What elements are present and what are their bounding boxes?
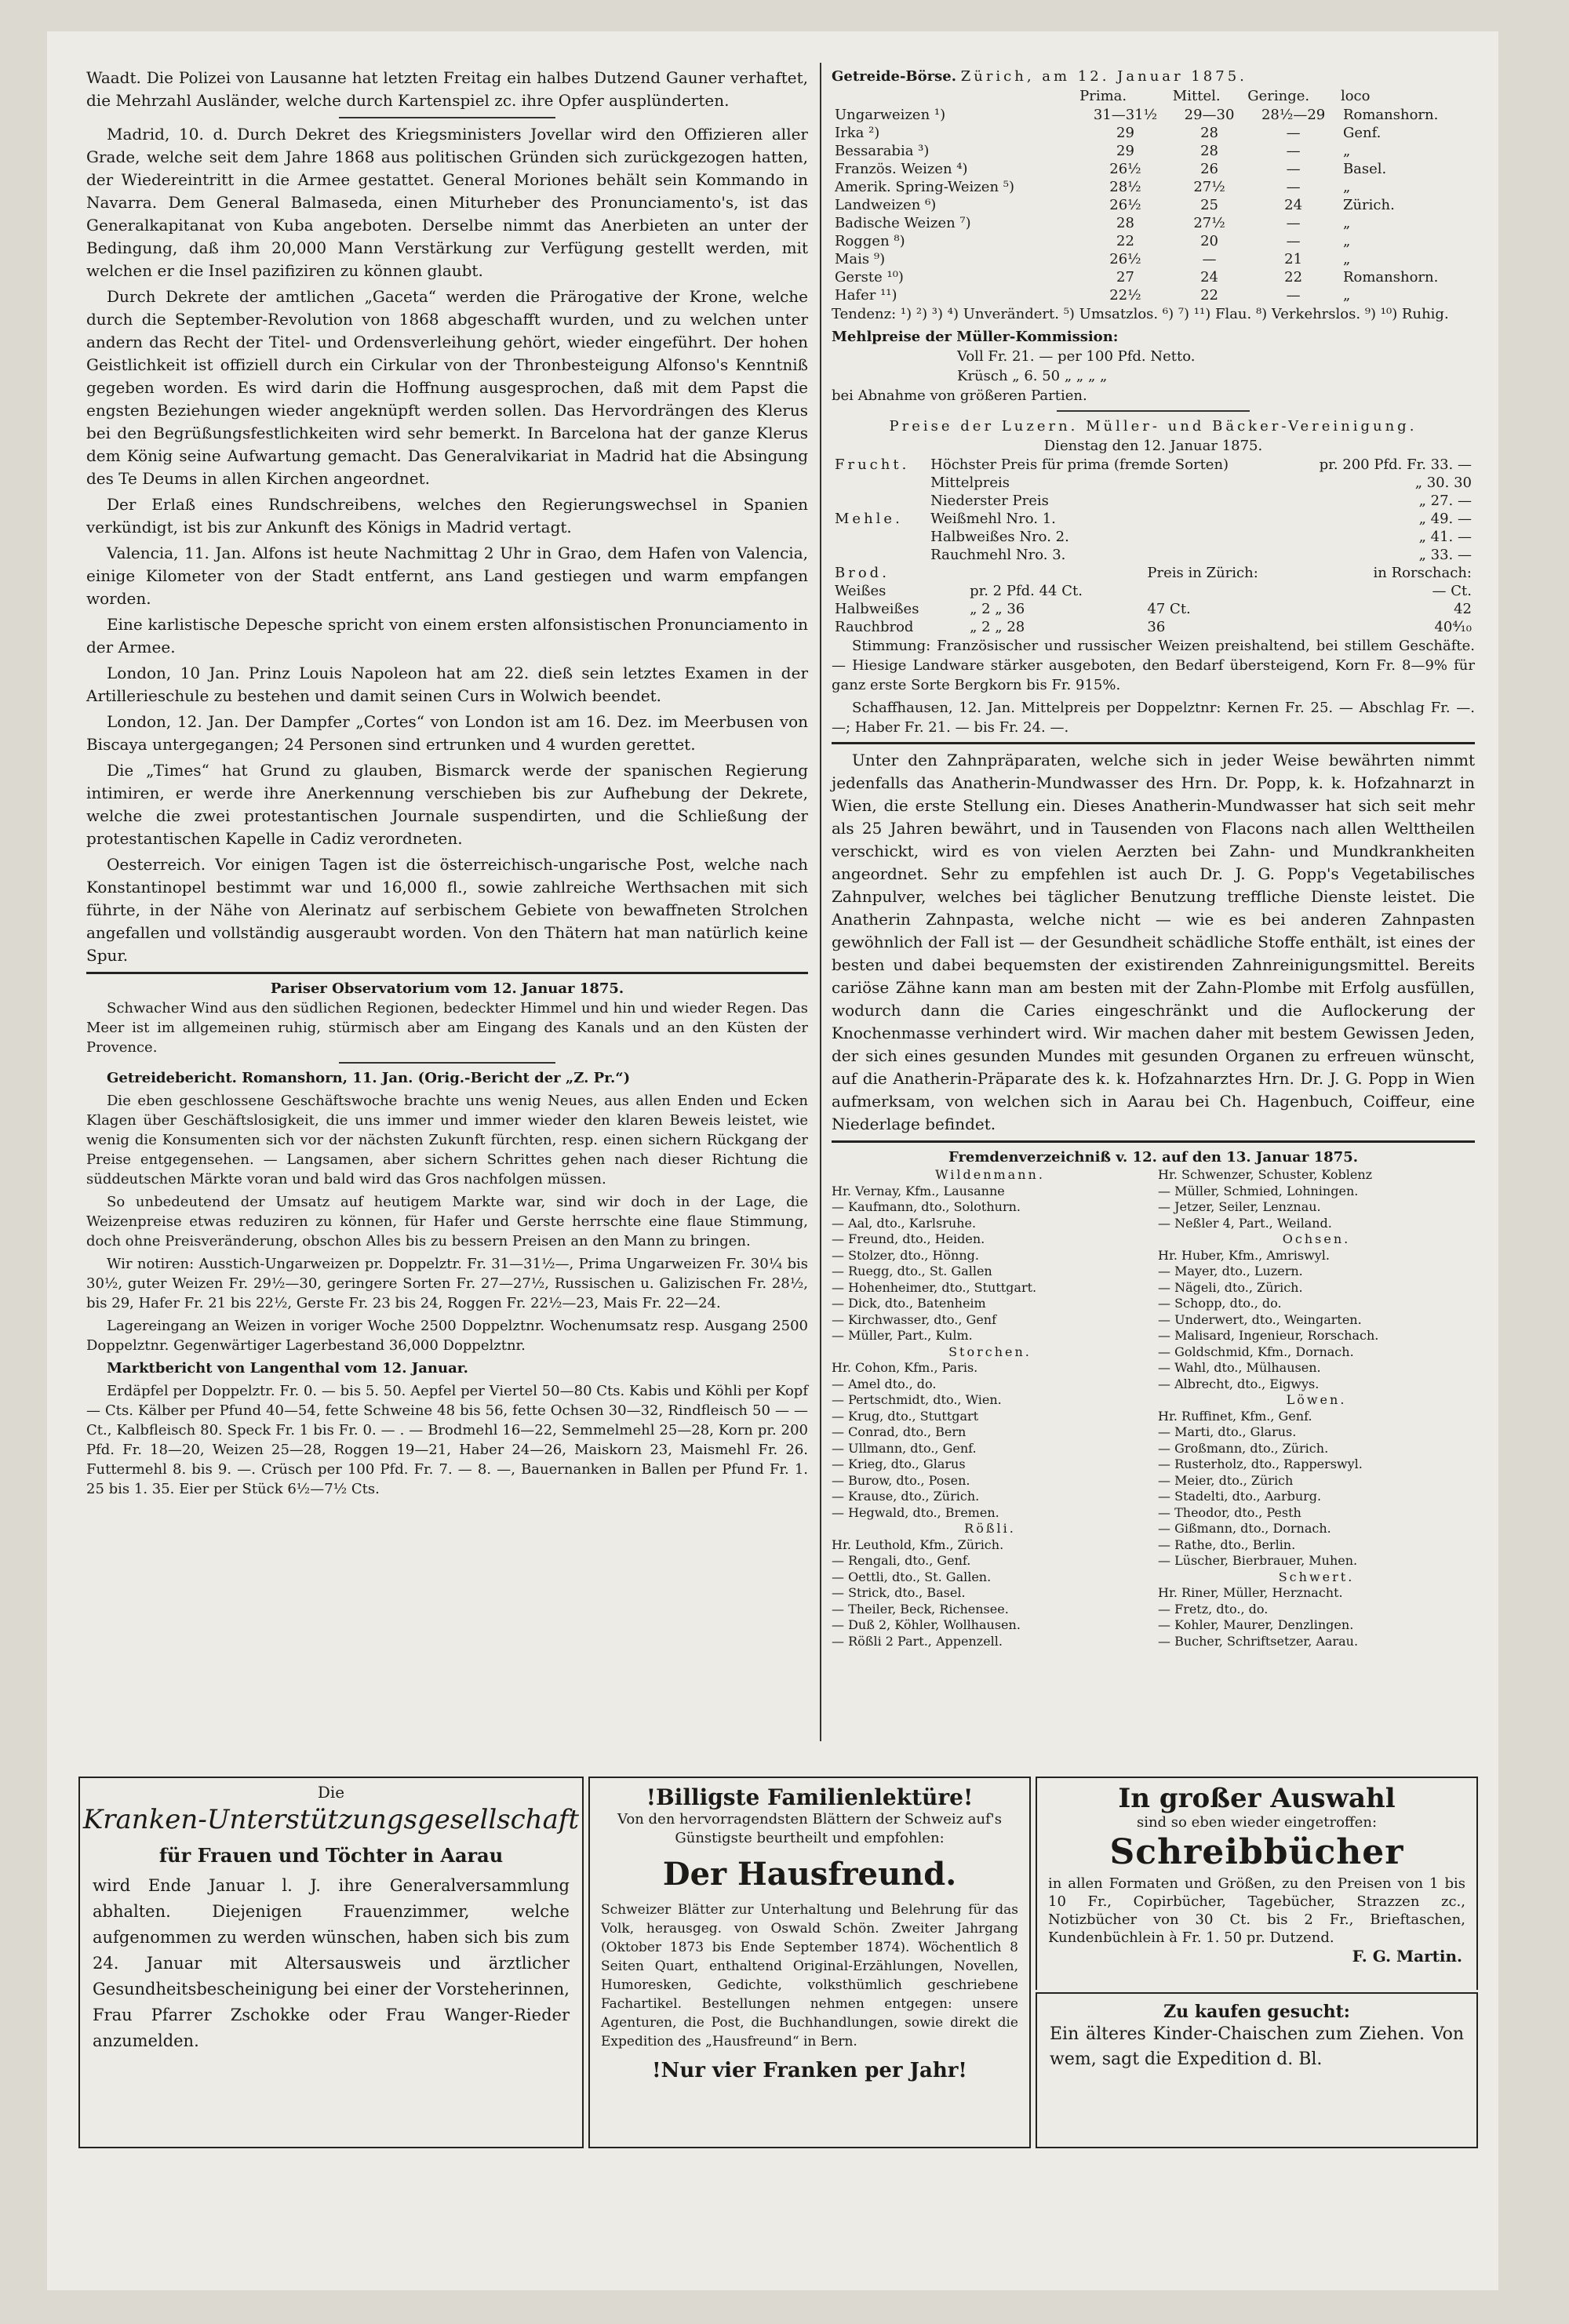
table-row [832, 268, 1475, 286]
table-cell: 26½ [1109, 197, 1141, 213]
list-item: — Fretz, dto., do. [1158, 1601, 1269, 1617]
table-cell: 29—30 [1184, 107, 1235, 123]
table-header [832, 86, 1079, 106]
table-header: Geringe. [1247, 88, 1310, 104]
table-cell: 28 [1116, 215, 1134, 231]
schaffhausen-text: Schaffhausen, 12. Jan. Mittelpreis per Doppelztnr: Kernen Fr. 25. — Abschlag Fr. —. —; Haber Fr. 21. — bis Fr. 24. —. [832, 700, 1475, 736]
ad-schreib-head: In großer Auswahl [1118, 1783, 1396, 1814]
table-cell: 28½—29 [1261, 107, 1326, 123]
list-item: — Lüscher, Bierbrauer, Muhen. [1158, 1553, 1358, 1568]
table-cell: „ [1342, 233, 1351, 249]
table-row [832, 528, 1475, 546]
table-cell: 22½ [1109, 287, 1141, 304]
table-cell: „ 2 „ 36 [970, 601, 1025, 617]
list-item: Hr. Cohon, Kfm., Paris. [832, 1360, 978, 1375]
right-column [832, 67, 1475, 1649]
list-item: — Meier, dto., Zürich [1158, 1472, 1294, 1488]
table-row [832, 214, 1475, 232]
getreidebericht-text-4: Lagereingang an Weizen in voriger Woche 2500 Doppelztnr. Wochenumsatz resp. Ausgang 2500 Doppelztnr. Gegenwärtiger Lagerbestand 36,000 Doppelztnr. [86, 1318, 808, 1354]
mehl-line-3: bei Abnahme von größeren Partien. [832, 387, 1087, 404]
madrid-article: Madrid, 10. d. Durch Dekret des Kriegsministers Jovellar wird den Offizieren aller Grade, welche seit dem Jahre 1868 aus politischen Gründen sich zurückgezogen hatten, der Wiedereintritt in die Armee gestattet. General Moriones behält sein Kommando in Navarra. Dem General Balmaseda, einen Miturheber des Pronunciamento's, ist das Generalkapitanat von Kuba angeboten. Derselbe nimmt das Anerbieten an unter der Bedingung, daß ihm 20,000 Mann Verstärkung zur Verfügung gestellt werden, mit welchen er die Insel pazifiziren zu können glaubt. [86, 125, 808, 280]
table-cell: Höchster Preis für prima (fremde Sorten) [930, 456, 1229, 473]
table-cell: 26½ [1109, 161, 1141, 177]
table-cell [832, 546, 927, 564]
list-item: — Burow, dto., Posen. [832, 1472, 970, 1488]
table-cell: 28½ [1109, 179, 1141, 195]
list-item: Löwen. [1286, 1392, 1347, 1407]
ad-hausfreund-price: !Nur vier Franken per Jahr! [652, 2059, 967, 2082]
table-header-row [832, 86, 1475, 106]
getreidebericht-text-3: Wir notiren: Ausstich-Ungarweizen pr. Doppelztr. Fr. 31—31½—, Prima Ungarweizen Fr. 30¼ bis 30½, guter Weizen Fr. 29½—30, geringere Sorten Fr. 27—27½, Russischen u. Galizischen Fr. 28½, bis 29, Hafer Fr. 21 bis 22½, Gerste Fr. 23 bis 24, Roggen Fr. 22½—23, Mais Fr. 22—24. [86, 1256, 808, 1311]
table-cell: — [1286, 125, 1301, 141]
column-divider [820, 63, 821, 1741]
list-item: Hr. Schwenzer, Schuster, Koblenz [1158, 1167, 1373, 1182]
table-cell: 22 [1284, 269, 1303, 285]
table-cell: 25 [1200, 197, 1218, 213]
table-row [832, 600, 1475, 618]
fremden-right-list [1158, 1167, 1475, 1649]
table-row [832, 250, 1475, 268]
table-cell: Brod. [835, 565, 890, 581]
list-item: — Kohler, Maurer, Denzlingen. [1158, 1617, 1354, 1632]
table-cell: „ 30. 30 [1414, 475, 1472, 491]
table-header: Mittel. [1172, 88, 1221, 104]
table-cell: 26 [1200, 161, 1218, 177]
table-row [832, 564, 1475, 582]
table-row [832, 286, 1475, 304]
list-item: Schwert. [1278, 1569, 1355, 1584]
table-cell: „ [1342, 215, 1351, 231]
table-cell: Niederster Preis [930, 493, 1049, 509]
table-row [832, 142, 1475, 160]
list-item: Hr. Ruffinet, Kfm., Genf. [1158, 1408, 1312, 1424]
table-cell: — [1202, 251, 1217, 267]
table-row [832, 492, 1475, 510]
list-item: — Theiler, Beck, Richensee. [832, 1601, 1009, 1617]
ad-kranken-sub: für Frauen und Töchter in Aarau [158, 1844, 504, 1867]
list-item: — Dick, dto., Batenheim [832, 1296, 986, 1311]
divider [339, 1062, 555, 1064]
karlist-article: Eine karlistische Depesche spricht von einem ersten alfonsistischen Pronunciamento in der Armee. [86, 615, 808, 656]
ad-hausfreund-text: Schweizer Blätter zur Unterhaltung und Belehrung für das Volk, herausgeg. von Oswald Schön. Zweiter Jahrgang (Oktober 1873 bis Ende September 1874). Wöchentlich 8 Seiten Quart, enthaltend Original-Erzählungen, Novellen, Humoresken, Gedichte, volksthümlich geschriebene Fachartikel. Bestellungen nehmen entgegen: unsere Agenturen, die Post, die Buchhandlungen, sowie direkt die Expedition des „Hausfreund“ in Bern. [601, 1902, 1018, 2049]
ad-schreib-text: in allen Formaten und Größen, zu den Preisen von 1 bis 10 Fr., Copirbücher, Tagebücher, Strazzen zc., Notizbücher von 30 Ct. bis 2 Fr., Brieftaschen, Kundenbüchlein à Fr. 1. 50 pr. Dutzend. [1048, 1875, 1465, 1946]
list-item: — Marti, dto., Glarus. [1158, 1424, 1297, 1439]
list-item: — Hegwald, dto., Bremen. [832, 1504, 999, 1520]
table-cell: — [1286, 233, 1301, 249]
table-cell: Gerste ¹⁰) [835, 269, 904, 285]
getreidebericht-title: Getreidebericht. Romanshorn, 11. Jan. (Orig.-Bericht der „Z. Pr.“) [107, 1070, 631, 1086]
list-item: — Oettli, dto., St. Gallen. [832, 1569, 992, 1584]
table-cell: Basel. [1342, 161, 1387, 177]
list-item: — Ullmann, dto., Genf. [832, 1440, 977, 1456]
brod-table [832, 564, 1475, 636]
table-row [832, 124, 1475, 142]
table-row [832, 456, 1475, 474]
divider [1057, 410, 1250, 412]
table-cell: 24 [1200, 269, 1218, 285]
table-cell: — Ct. [1432, 583, 1472, 599]
table-cell: „ [1342, 287, 1351, 304]
table-row [832, 232, 1475, 250]
table-header: loco [1340, 88, 1371, 104]
table-cell: „ [1342, 251, 1351, 267]
table-cell: — [1286, 143, 1301, 159]
table-cell: Genf. [1342, 125, 1382, 141]
ad-hausfreund-name: Der Hausfreund. [662, 1856, 957, 1893]
luzern-date: Dienstag den 12. Januar 1875. [1043, 438, 1263, 454]
list-item: — Krieg, dto., Glarus [832, 1457, 966, 1471]
ad-schreib-title: Schreibbücher [1109, 1832, 1404, 1872]
table-row [832, 196, 1475, 214]
table-row [832, 546, 1475, 564]
list-item: — Mayer, dto., Luzern. [1158, 1264, 1303, 1278]
marktbericht-title: Marktbericht von Langenthal vom 12. Januar. [107, 1360, 468, 1377]
table-cell: Irka ²) [835, 125, 880, 141]
divider [339, 117, 555, 118]
getreidebericht-text-1: Die eben geschlossene Geschäftswoche brachte uns wenig Neues, aus allen Enden und Ecken Klagen über Geschäftslosigkeit, die uns immer und immer wieder den klaren Beweis leistet, wie wenig die Konsumenten sich vor der nächsten Zukunft fürchten, resp. einen sichern Rückgang der Preise entgegensehen. — Langsamen, aber sichern Schrittes gehen nach dieser Richtung die süddeutschen Märkte voran und bald wird das Gros nachfolgen müssen. [86, 1093, 808, 1187]
table-cell: „ [1342, 143, 1351, 159]
list-item: — Malisard, Ingenieur, Rorschach. [1158, 1328, 1379, 1343]
table-cell: Romanshorn. [1342, 107, 1439, 123]
list-item: Rößli. [964, 1521, 1016, 1536]
table-row [832, 106, 1475, 124]
table-cell [832, 492, 927, 510]
valencia-article: Valencia, 11. Jan. Alfons ist heute Nachmittag 2 Uhr in Grao, dem Hafen von Valencia, einige Kilometer von der Stadt entfernt, ans Land gestiegen und warm empfangen worden. [86, 544, 808, 608]
table-cell: pr. 200 Pfd. Fr. 33. — [1319, 456, 1472, 473]
list-item: — Krug, dto., Stuttgart [832, 1408, 979, 1424]
list-item: — Wahl, dto., Mülhausen. [1158, 1360, 1321, 1375]
left-column [86, 67, 808, 1502]
ad-kranken [78, 1777, 584, 2148]
list-item: — Rengali, dto., Genf. [832, 1553, 971, 1568]
table-row [832, 160, 1475, 178]
table-cell: — [1286, 161, 1301, 177]
table-cell: „ 2 „ 28 [970, 619, 1025, 635]
list-item: — Gißmann, dto., Dornach. [1158, 1521, 1331, 1536]
ad-kaufen-title: Zu kaufen gesucht: [1163, 2002, 1350, 2022]
list-item: — Müller, Part., Kulm. [832, 1328, 973, 1343]
list-item: — Aal, dto., Karlsruhe. [832, 1215, 977, 1231]
boerse-table [832, 86, 1475, 304]
list-item: — Kirchwasser, dto., Genf [832, 1311, 997, 1327]
table-cell: „ 33. — [1418, 547, 1472, 563]
list-item: — Bucher, Schriftsetzer, Aarau. [1158, 1633, 1359, 1649]
table-cell [967, 564, 1144, 582]
ad-schreibbuecher [1036, 1777, 1478, 1990]
table-cell: pr. 2 Pfd. 44 Ct. [970, 583, 1083, 599]
list-item: Hr. Vernay, Kfm., Lausanne [832, 1183, 1005, 1198]
boerse-title: Getreide-Börse. [832, 68, 956, 85]
table-cell: 29 [1116, 143, 1134, 159]
list-item: — Stadelti, dto., Aarburg. [1158, 1489, 1322, 1504]
table-cell: Landweizen ⁶) [835, 197, 937, 213]
divider [832, 1140, 1475, 1143]
list-item: — Schopp, dto., do. [1158, 1296, 1282, 1311]
list-item: — Amel dto., do. [832, 1376, 937, 1391]
table-cell: — [1286, 179, 1301, 195]
london-article-2: London, 12. Jan. Der Dampfer „Cortes“ von London ist am 16. Dez. im Meerbusen von Biscaya untergegangen; 24 Personen sind ertrunken und 4 wurden gerettet. [86, 712, 808, 754]
table-cell: Halbweißes Nro. 2. [930, 529, 1069, 545]
observatorium-text: Schwacher Wind aus den südlichen Regionen, bedeckter Himmel und hin und wieder Regen. Das Meer ist im allgemeinen ruhig, stürmisch aber am Eingang des Kanals und an den Küsten der Provence. [86, 1000, 808, 1056]
waadt-article: Waadt. Die Polizei von Lausanne hat letzten Freitag ein halbes Dutzend Gauner verhaftet, die Mehrzahl Ausländer, welche durch Kartenspiel zc. ihre Opfer ausplünderten. [86, 68, 808, 110]
fremden-columns [832, 1167, 1475, 1649]
ad-hausfreund [588, 1777, 1031, 2148]
table-cell: Frucht. [835, 456, 910, 473]
divider [832, 742, 1475, 744]
mehl-title: Mehlpreise der Müller-Kommission: [832, 329, 1119, 345]
list-item: — Neßler 4, Part., Weiland. [1158, 1215, 1332, 1231]
table-cell: 29 [1116, 125, 1134, 141]
table-cell [1144, 582, 1319, 600]
stimmung-text: Stimmung: Französischer und russischer Weizen preishaltend, bei stillem Geschäfte. — Hiesige Landware stärker ausgeboten, den Bedarf übersteigend, Korn Fr. 8—9% für ganz erste Sorte Bergkorn bis Fr. 915%. [832, 638, 1475, 693]
observatorium-title: Pariser Observatorium vom 12. Januar 1875. [270, 980, 624, 997]
list-item: — Pertschmidt, dto., Wien. [832, 1392, 1002, 1407]
ad-kaufen-text: Ein älteres Kinder-Chaischen zum Ziehen. Von wem, sagt die Expedition d. Bl. [1050, 2024, 1464, 2069]
list-item: — Rusterholz, dto., Rapperswyl. [1158, 1457, 1363, 1471]
table-cell: — [1286, 215, 1301, 231]
list-item: — Strick, dto., Basel. [832, 1585, 966, 1600]
mehl-line-1: Voll Fr. 21. — per 100 Pfd. Netto. [957, 348, 1196, 365]
table-cell: Mais ⁹) [835, 251, 886, 267]
table-cell [832, 474, 927, 492]
table-cell: 21 [1284, 251, 1303, 267]
list-item: — Ruegg, dto., St. Gallen [832, 1264, 992, 1278]
list-item: — Jetzer, Seiler, Lenznau. [1158, 1199, 1321, 1214]
table-cell: Roggen ⁸) [835, 233, 905, 249]
list-item: Hr. Huber, Kfm., Amriswyl. [1158, 1247, 1330, 1263]
table-cell: 28 [1200, 125, 1218, 141]
table-cell: 31—31½ [1093, 107, 1158, 123]
list-item: — Theodor, dto., Pesth [1158, 1504, 1301, 1520]
marktbericht-text: Erdäpfel per Doppelztr. Fr. 0. — bis 5. 50. Aepfel per Viertel 50—80 Cts. Kabis und Köhli per Kopf — Cts. Kälber per Pfund 40—54, fette Schweine 48 bis 56, fette Ochsen 30—32, Rindfleisch 50 — — Ct., Kalbfleisch 80. Speck Fr. 1 bis Fr. 0. — . — Brodmehl 16—22, Semmelmehl 25—28, Korn pr. 200 Pfd. Fr. 18—20, Weizen 25—28, Roggen 19—21, Haber 24—26, Maiskorn 23, Maismehl Fr. 26. Futtermehl 8. bis 9. —. Crüsch per 100 Pfd. Fr. 7. — 8. —, Bauernanken in Ballen per Pfund Fr. 1. 25 bis 1. 35. Eier per Stück 6½—7½ Cts. [86, 1383, 808, 1497]
table-row [832, 618, 1475, 636]
list-item: — Albrecht, dto., Eigwys. [1158, 1376, 1320, 1391]
table-cell: Halbweißes [835, 601, 919, 617]
table-cell: 36 [1147, 619, 1166, 635]
table-row [832, 510, 1475, 528]
ad-hausfreund-title: !Billigste Familienlektüre! [646, 1784, 974, 1810]
fremden-title: Fremdenverzeichniß v. 12. auf den 13. Januar 1875. [948, 1149, 1359, 1166]
list-item: — Rößli 2 Part., Appenzell. [832, 1633, 1003, 1649]
luzern-table [832, 456, 1475, 564]
list-item: Hr. Leuthold, Kfm., Zürich. [832, 1537, 1004, 1552]
tendenz-text: Tendenz: ¹) ²) ³) ⁴) Unverändert. ⁵) Umsatzlos. ⁶) ⁷) ¹¹) Flau. ⁸) Verkehrslos. ⁹) ¹⁰) Ruhig. [832, 306, 1449, 322]
ad-kranken-text: wird Ende Januar l. J. ihre Generalversammlung abhalten. Diejenigen Frauenzimmer, welche aufgenommen zu werden wünschen, haben sich bis zum 24. Januar mit Altersausweis und ärztlicher Gesundheitsbescheinigung bei einer der Vorsteherinnen, Frau Pfarrer Zschokke oder Frau Wanger-Rieder anzumelden. [93, 1876, 570, 2050]
table-cell: Mittelpreis [930, 475, 1010, 491]
list-item: Ochsen. [1282, 1231, 1351, 1246]
table-cell: Französ. Weizen ⁴) [835, 161, 968, 177]
list-item: — Goldschmid, Kfm., Dornach. [1158, 1344, 1354, 1359]
anatherin-advert: Unter den Zahnpräparaten, welche sich in jeder Weise bewährten nimmt jedenfalls das Anatherin-Mundwasser des Hrn. Dr. Popp, k. k. Hofzahnarzt in Wien, die erste Stellung ein. Dieses Anatherin-Mundwasser hat sich seit mehr als 25 Jahren bewährt, und in Tausenden von Flacons nach allen Welttheilen verschickt, wird es von vielen Aerzten bei Zahn- und Mundkrankheiten angeordnet. Sehr zu empfehlen ist auch Dr. J. G. Popp's Vegetabilisches Zahnpulver, welches bei täglicher Benutzung treffliche Dienste leistet. Die Anatherin Zahnpasta, welche nicht — wie es bei anderen Zahnpasten gewöhnlich der Fall ist — der Gesundheit schädliche Stoffe enthält, ist eines der besten und dabei bequemsten der existirenden Zahnreinigungsmittel. Bereits cariöse Zähne kann man am besten mit der Zahn-Plombe mit Erfolg ausfüllen, wodurch dann die Caries eingeschränkt und die Auflockerung der Knochenmasse verhindert wird. Wir machen daher mit bestem Gewissen Jeden, der sich eines gesunden Mundes mit gesunden Organen zu erfreuen wünscht, auf die Anatherin-Präparate des k. k. Hofzahnarztes Hrn. Dr. J. G. Popp in Wien aufmerksam, von welchen sich in Aarau bei Ch. Hagenbuch, Coiffeur, eine Niederlage befindet. [832, 751, 1475, 1133]
table-cell: 27½ [1193, 215, 1225, 231]
table-header: Prima. [1079, 88, 1127, 104]
times-article: Die „Times“ hat Grund zu glauben, Bismarck werde der spanischen Regierung intimiren, er werde ihre Anerkennung verschieben bis zur Aufhebung der Dekrete, welche die zwei protestantischen Journale suspendirten, und die Schließung der protestantischen Kapelle in Cadiz verordneten. [86, 761, 808, 848]
list-item: — Conrad, dto., Bern [832, 1424, 967, 1439]
table-cell: 20 [1200, 233, 1218, 249]
list-item: — Großmann, dto., Zürich. [1158, 1440, 1329, 1456]
ad-schreib-sig: F. G. Martin. [1352, 1947, 1462, 1966]
table-cell: Weißes [835, 583, 886, 599]
boerse-place: Zürich, am 12. Januar 1875. [960, 68, 1247, 85]
table-cell: „ 41. — [1418, 529, 1472, 545]
table-row [832, 582, 1475, 600]
table-cell: „ 49. — [1418, 511, 1472, 527]
table-cell: Ungarweizen ¹) [835, 107, 946, 123]
table-cell: Rauchmehl Nro. 3. [930, 547, 1066, 563]
table-cell: Hafer ¹¹) [835, 287, 897, 304]
table-cell: Bessarabia ³) [835, 143, 930, 159]
table-cell: 47 Ct. [1147, 601, 1191, 617]
list-item: — Nägeli, dto., Zürich. [1158, 1279, 1303, 1295]
newspaper-page [47, 31, 1498, 2290]
ad-kaufen [1036, 1992, 1478, 2148]
table-cell: 26½ [1109, 251, 1141, 267]
table-cell: 40⁴⁄₁₀ [1434, 619, 1472, 635]
list-item: — Freund, dto., Heiden. [832, 1231, 985, 1246]
ad-hausfreund-intro: Von den hervorragendsten Blättern der Schweiz auf's Günstigste beurtheilt und empfohlen: [617, 1811, 1002, 1846]
list-item: — Rathe, dto., Berlin. [1158, 1537, 1296, 1552]
ad-kranken-title: Kranken-Unterstützungsgesellschaft [82, 1804, 580, 1835]
table-cell: Rauchbrod [835, 619, 914, 635]
table-cell: Romanshorn. [1342, 269, 1439, 285]
list-item: — Underwert, dto., Weingarten. [1158, 1311, 1362, 1327]
list-item: — Duß 2, Köhler, Wollhausen. [832, 1617, 1021, 1632]
table-cell: 22 [1200, 287, 1218, 304]
table-cell: 27 [1116, 269, 1134, 285]
table-cell: „ [1342, 179, 1351, 195]
list-item: Hr. Riner, Müller, Herznacht. [1158, 1585, 1343, 1600]
list-item: Storchen. [948, 1344, 1032, 1359]
getreidebericht-text-2: So unbedeutend der Umsatz auf heutigem Markte war, sind wir doch in der Lage, die Weizenpreise etwas reduziren zu können, für Hafer und Gerste herrschte eine flaue Stimmung, doch ohne Preisveränderung, obschon Alles bis zu bessern Preisen an den Mann zu bringen. [86, 1194, 808, 1249]
list-item: — Kaufmann, dto., Solothurn. [832, 1199, 1021, 1214]
london-article-1: London, 10 Jan. Prinz Louis Napoleon hat am 22. dieß sein letztes Examen in der Artillerieschule zu bestehen und damit seinen Curs in Wolwich beendet. [86, 664, 808, 705]
table-cell: 27½ [1193, 179, 1225, 195]
mehl-line-2: Krüsch „ 6. 50 „ „ „ „ [957, 368, 1108, 384]
list-item: — Krause, dto., Zürich. [832, 1489, 980, 1504]
table-cell: 28 [1200, 143, 1218, 159]
oesterreich-article: Oesterreich. Vor einigen Tagen ist die österreichisch-ungarische Post, welche nach Konstantinopel bestimmt war und 16,000 fl., sowie zahlreiche Werthsachen mit sich führte, in der Nähe von Alerinatz auf serbischem Gebiete von bewaffneten Strolchen angefallen und vollständig ausgeraubt worden. Von den Thätern hat man natürlich keine Spur. [86, 855, 808, 965]
table-cell: Mehle. [835, 511, 903, 527]
rundschreiben-article: Der Erlaß eines Rundschreibens, welches den Regierungswechsel in Spanien verkündigt, ist bis zur Ankunft des Königs in Madrid vertagt. [86, 495, 808, 536]
table-row [832, 178, 1475, 196]
gaceta-article: Durch Dekrete der amtlichen „Gaceta“ werden die Prärogative der Krone, welche durch die September-Revolution von 1868 abgeschafft wurden, und zu welchen unter andern das Recht der Titel- und Ordensverleihung gehört, wieder eingeführt. Der hohen Geistlichkeit ist offiziell durch ein Cirkular von der Thronbesteigung Alfonso's Kenntniß gegeben worden. Es wird darin die Hoffnung ausgesprochen, daß mit dem Papst die engsten Beziehungen wieder angeknüpft werden sollen. Das Hervordrängen des Klerus bei den Begrüßungsfestlichkeiten wird sehr bemerkt. In Barcelona hat der ganze Klerus dem König seine Aufwartung gemacht. Das Generalvikariat in Madrid hat die Absingung des Te Deums in allen Kirchen angeordnet. [86, 287, 808, 488]
table-cell [832, 528, 927, 546]
list-item: — Hohenheimer, dto., Stuttgart. [832, 1279, 1037, 1295]
list-item: Wildenmann. [935, 1167, 1045, 1182]
fremden-left-list [832, 1167, 1149, 1649]
table-cell: — [1286, 287, 1301, 304]
table-cell: 42 [1454, 601, 1472, 617]
luzern-title: Preise der Luzern. Müller- und Bäcker-Vereinigung. [889, 418, 1418, 435]
table-cell: Zürich. [1342, 197, 1395, 213]
table-row [832, 474, 1475, 492]
boerse-heading [832, 67, 1475, 86]
table-cell: Weißmehl Nro. 1. [930, 511, 1056, 527]
table-cell: 24 [1284, 197, 1303, 213]
list-item: — Stolzer, dto., Hönng. [832, 1247, 979, 1263]
ad-kranken-die: Die [317, 1783, 345, 1802]
table-cell: 22 [1116, 233, 1134, 249]
table-cell: Amerik. Spring-Weizen ⁵) [835, 179, 1014, 195]
divider [86, 972, 808, 974]
ad-schreib-sub: sind so eben wieder eingetroffen: [1136, 1814, 1378, 1831]
table-cell: „ 27. — [1418, 493, 1472, 509]
list-item: — Müller, Schmied, Lohningen. [1158, 1183, 1359, 1198]
table-cell: in Rorschach: [1373, 565, 1472, 581]
table-cell: Badische Weizen ⁷) [835, 215, 971, 231]
table-cell: Preis in Zürich: [1147, 565, 1258, 581]
